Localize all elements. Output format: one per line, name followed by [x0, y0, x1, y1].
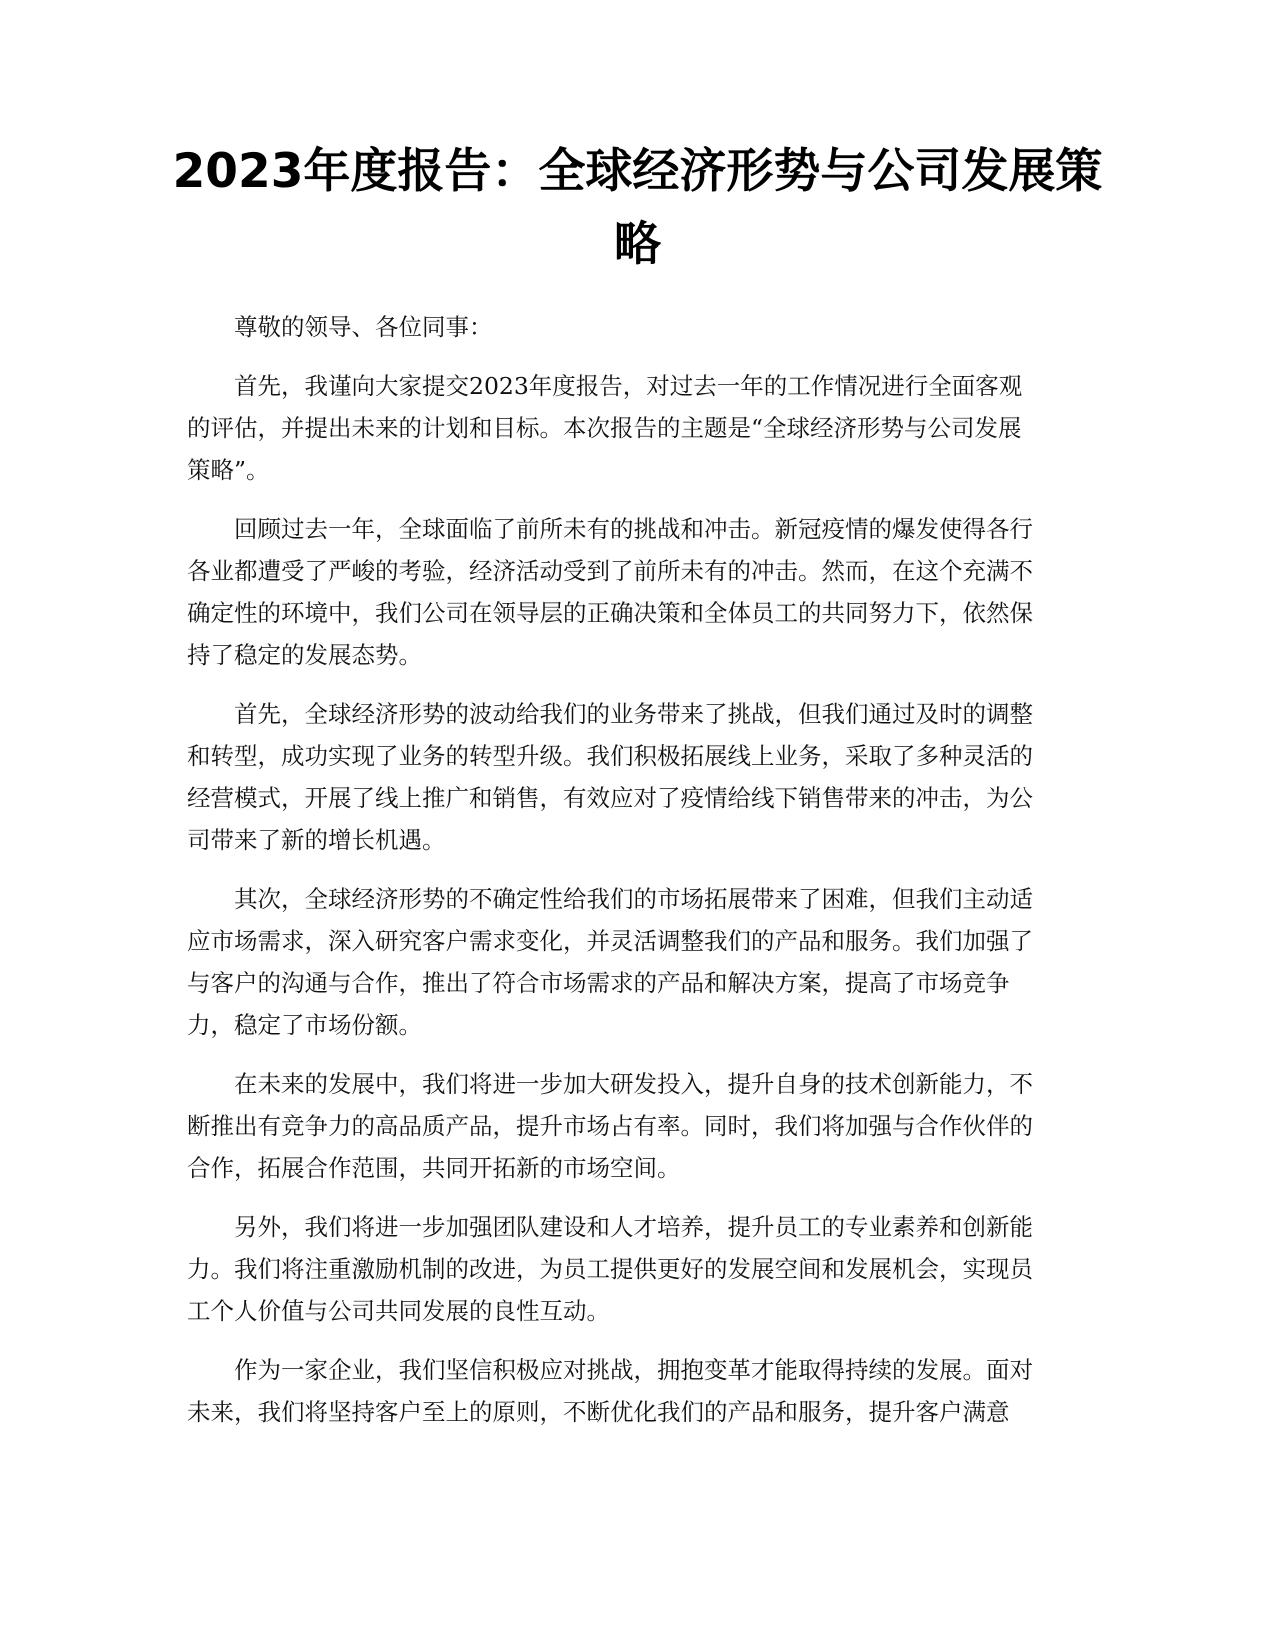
paragraph-line: 首先，全球经济形势的波动给我们的业务带来了挑战，但我们通过及时的调整	[234, 700, 1033, 728]
paragraph-line: 和转型，成功实现了业务的转型升级。我们积极拓展线上业务，采取了多种灵活的	[187, 742, 1033, 770]
paragraph-line: 工个人价值与公司共同发展的良性互动。	[187, 1297, 610, 1325]
paragraph-line: 应市场需求，深入研究客户需求变化，并灵活调整我们的产品和服务。我们加强了	[187, 927, 1033, 955]
paragraph-line: 其次，全球经济形势的不确定性给我们的市场拓展带来了困难，但我们主动适	[234, 885, 1033, 913]
paragraph-line: 首先，我谨向大家提交2023年度报告，对过去一年的工作情况进行全面客观	[234, 372, 1023, 400]
paragraph-line: 未来，我们将坚持客户至上的原则，不断优化我们的产品和服务，提升客户满意	[187, 1398, 1010, 1426]
paragraph-line: 策略”。	[187, 456, 270, 484]
paragraph-line: 合作，拓展合作范围，共同开拓新的市场空间。	[187, 1154, 681, 1182]
paragraph-line: 在未来的发展中，我们将进一步加大研发投入，提升自身的技术创新能力，不	[234, 1070, 1033, 1098]
paragraph-line: 力。我们将注重激励机制的改进，为员工提供更好的发展空间和发展机会，实现员	[187, 1255, 1033, 1283]
paragraph-line: 的评估，并提出未来的计划和目标。本次报告的主题是“全球经济形势与公司发展	[187, 414, 1022, 442]
paragraph-line: 断推出有竞争力的高品质产品，提升市场占有率。同时，我们将加强与合作伙伴的	[187, 1112, 1033, 1140]
paragraph-line: 经营模式，开展了线上推广和销售，有效应对了疫情给线下销售带来的冲击，为公	[187, 784, 1033, 812]
paragraph-line: 与客户的沟通与合作，推出了符合市场需求的产品和解决方案，提高了市场竞争	[187, 969, 1010, 997]
paragraph-line: 司带来了新的增长机遇。	[187, 826, 446, 854]
paragraph-line: 尊敬的领导、各位同事：	[234, 313, 493, 341]
paragraph-line: 确定性的环境中，我们公司在领导层的正确决策和全体员工的共同努力下，依然保	[187, 599, 1033, 627]
paragraph-line: 作为一家企业，我们坚信积极应对挑战，拥抱变革才能取得持续的发展。面对	[234, 1356, 1033, 1384]
paragraph-line: 各业都遭受了严峻的考验，经济活动受到了前所未有的冲击。然而，在这个充满不	[187, 557, 1033, 585]
paragraph-line: 另外，我们将进一步加强团队建设和人才培养，提升员工的专业素养和创新能	[234, 1213, 1033, 1241]
paragraph-line: 回顾过去一年，全球面临了前所未有的挑战和冲击。新冠疫情的爆发使得各行	[234, 515, 1033, 543]
paragraph-line: 力，稳定了市场份额。	[187, 1011, 422, 1039]
document-title-line-1: 2023年度报告：全球经济形势与公司发展策	[172, 144, 1103, 199]
document-title-line-2: 略	[614, 217, 661, 272]
paragraph-line: 持了稳定的发展态势。	[187, 641, 422, 669]
